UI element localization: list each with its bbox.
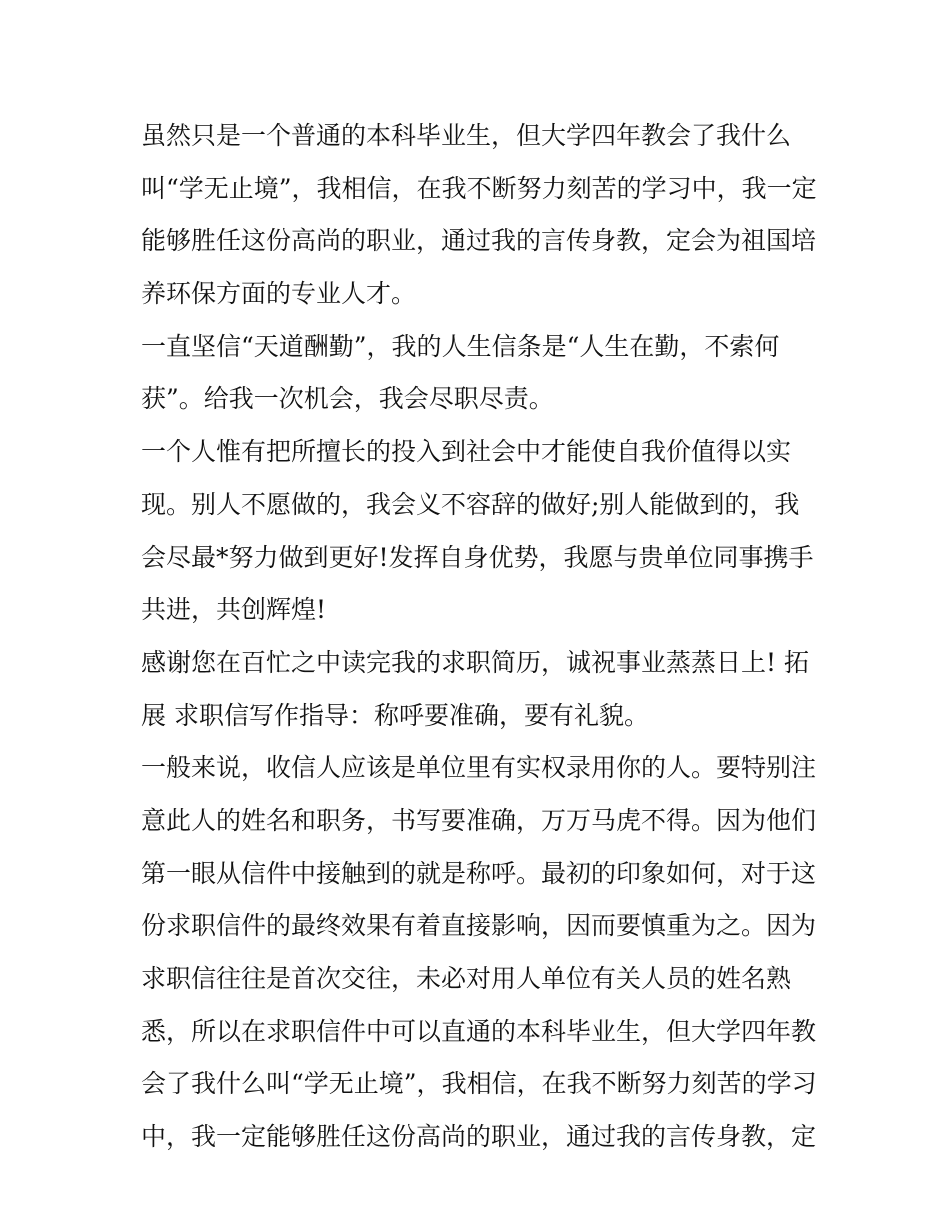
text-line: 会了我什么叫“学无止境”，我相信，在我不断努力刻苦的学习 — [141, 1069, 817, 1099]
text-line: 能够胜任这份高尚的职业，通过我的言传身教，定会为祖国培 — [141, 226, 817, 256]
text-line: 意此人的姓名和职务，书写要准确，万万马虎不得。因为他们 — [141, 805, 817, 835]
text-line: 展 求职信写作指导：称呼要准确，要有礼貌。 — [141, 700, 649, 730]
text-line: 会尽最*努力做到更好!发挥自身优势，我愿与贵单位同事携手 — [141, 542, 814, 572]
text-line: 养环保方面的专业人才。 — [141, 279, 417, 309]
text-line: 中，我一定能够胜任这份高尚的职业，通过我的言传身教，定 — [141, 1122, 817, 1152]
text-line: 叫“学无止境”，我相信，在我不断努力刻苦的学习中，我一定 — [141, 173, 817, 203]
text-line: 一般来说，收信人应该是单位里有实权录用你的人。要特别注 — [141, 753, 817, 783]
text-line: 获”。给我一次机会，我会尽职尽责。 — [141, 384, 554, 414]
text-line: 一个人惟有把所擅长的投入到社会中才能使自我价值得以实 — [141, 437, 792, 467]
text-line: 份求职信件的最终效果有着直接影响，因而要慎重为之。因为 — [141, 911, 817, 941]
document-body — [141, 110, 821, 1164]
text-line: 共进，共创辉煌! — [141, 595, 327, 625]
text-line: 虽然只是一个普通的本科毕业生，但大学四年教会了我什么 — [141, 121, 792, 150]
text-line: 悉，所以在求职信件中可以直通的本科毕业生，但大学四年教 — [141, 1016, 817, 1046]
text-line: 一直坚信“天道酬勤”，我的人生信条是“人生在勤，不索何 — [141, 331, 780, 361]
text-line: 求职信往往是首次交往，未必对用人单位有关人员的姓名熟 — [141, 964, 792, 993]
text-line: 第一眼从信件中接触到的就是称呼。最初的印象如何，对于这 — [141, 858, 817, 888]
text-line: 感谢您在百忙之中读完我的求职简历，诚祝事业蒸蒸日上! 拓 — [141, 647, 809, 677]
text-line: 现。别人不愿做的，我会义不容辞的做好;别人能做到的，我 — [141, 489, 800, 519]
